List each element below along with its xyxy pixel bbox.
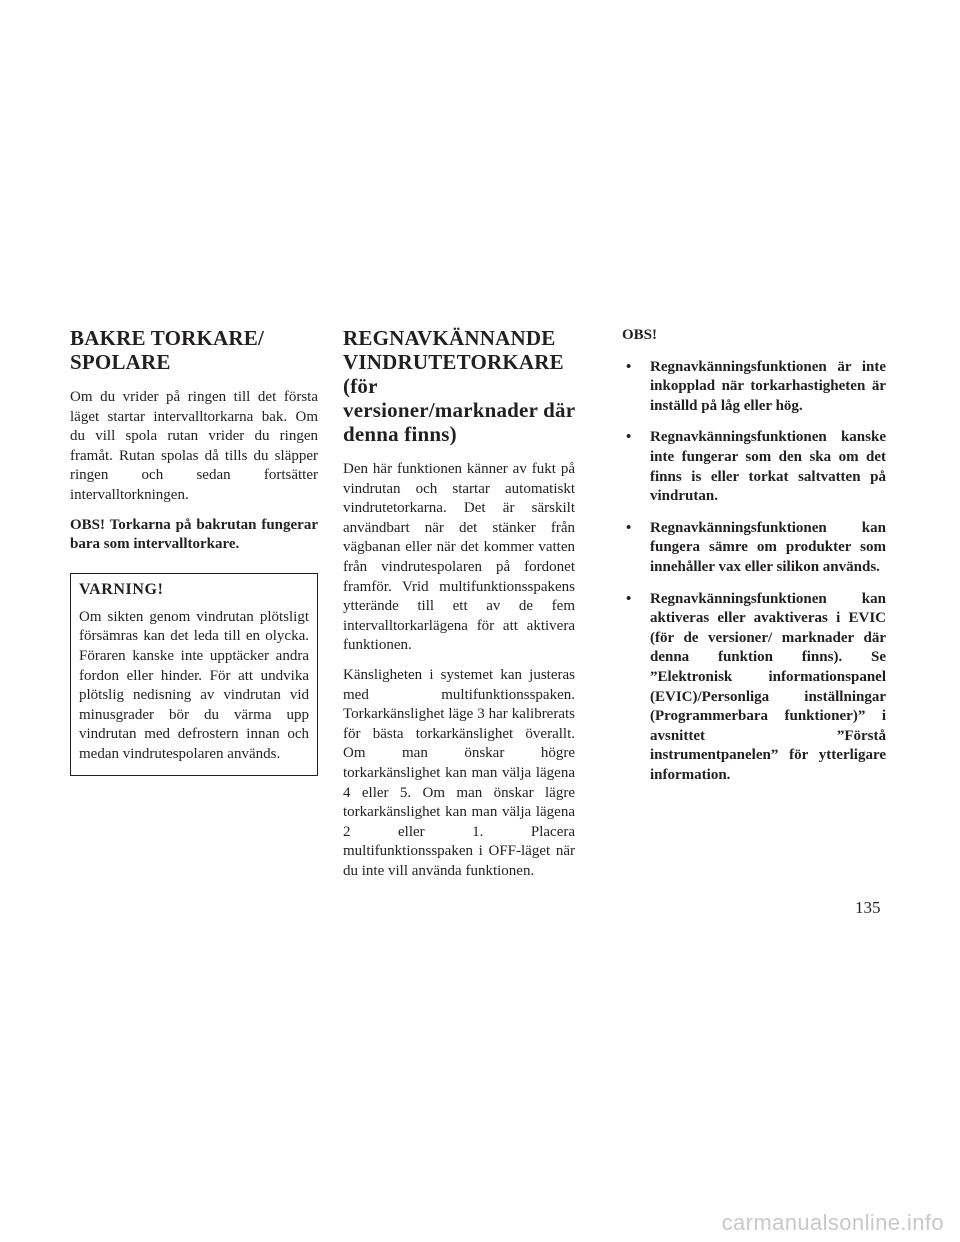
rain-sensing-para-2: Känsligheten i systemet kan justeras med multifunktionsspaken. Torkarkänslighet läge 3 har kalibrerats för bästa torkarkänslighet överallt. Om man önskar högre torkarkänslighet kan man välja lägena 4 eller 5. Om man önskar lägre torkarkänslighet kan man välja lägena 2 eller 1. Placera multifunktionsspaken i OFF-läget när du inte vill använda funktionen. bbox=[343, 666, 575, 879]
notes-list bbox=[622, 358, 886, 786]
section-heading-rear-wiper: BAKRE TORKARE/ SPOLARE bbox=[70, 326, 264, 374]
column-left bbox=[70, 326, 318, 776]
warning-title: VARNING! bbox=[79, 580, 164, 598]
bullet-icon: • bbox=[626, 590, 632, 607]
note-text: Regnavkänningsfunktionen är inte inkopplad när torkarhastigheten är inställd på låg eller hög. bbox=[650, 358, 886, 414]
bullet-icon: • bbox=[626, 519, 632, 536]
page-number: 135 bbox=[855, 898, 881, 917]
bullet-icon: • bbox=[626, 429, 632, 446]
warning-box bbox=[70, 573, 318, 776]
note-text: Regnavkänningsfunktionen kan aktiveras eller avaktiveras i EVIC (för de versioner/ marknader där denna funktion finns). Se ”Elektronisk informationspanel (EVIC)/Personliga inställningar (Programmerbara funktioner)” i avsnittet ”Förstå instrumentpanelen” för ytterligare information. bbox=[650, 590, 886, 783]
note-text: Regnavkänningsfunktionen kanske inte fungerar som den ska om det finns is eller torkat saltvatten på vindrutan. bbox=[650, 429, 886, 505]
list-item bbox=[622, 519, 886, 578]
column-right bbox=[622, 326, 886, 797]
list-item bbox=[622, 590, 886, 786]
note-text: Regnavkänningsfunktionen kan fungera sämre om produkter som innehåller vax eller silikon används. bbox=[650, 519, 886, 575]
bullet-icon: • bbox=[626, 358, 632, 375]
column-middle bbox=[343, 326, 575, 891]
rain-sensing-para-1: Den här funktionen känner av fukt på vindrutan och startar automatiskt vindrutetorkarna. Det är särskilt användbart när det stänker från vägbanan eller när det kommer vatten från vindrutespolaren på fordonet framför. Vrid multifunktionsspakens ytterände till ett av de fem intervalltorkarlägena för att aktivera funktionen. bbox=[343, 461, 575, 654]
warning-body: Om sikten genom vindrutan plötsligt försämras kan det leda till en olycka. Föraren kanske inte upptäcker andra fordon eller hinder. För att undvika plötslig nedisning av vindrutan vid minusgrader bör du värma upp vindrutan med defrostern innan och medan vindrutespolaren används. bbox=[79, 608, 309, 762]
list-item bbox=[622, 428, 886, 506]
notes-label: OBS! bbox=[622, 327, 658, 343]
list-item bbox=[622, 358, 886, 417]
rear-wiper-body: Om du vrider på ringen till det första läget startar intervalltorkarna bak. Om du vill spola rutan vrider du ringen framåt. Rutan spolas då tills du släpper ringen och sedan fortsätter intervalltorkningen. bbox=[70, 389, 318, 503]
rear-wiper-note: OBS! Torkarna på bakrutan fungerar bara som intervalltorkare. bbox=[70, 516, 318, 553]
watermark: carmanualsonline.info bbox=[721, 1210, 944, 1235]
section-heading-rain-sensing: REGNAVKÄNNANDE VINDRUTETORKARE (för versioner/marknader där denna finns) bbox=[343, 326, 575, 446]
